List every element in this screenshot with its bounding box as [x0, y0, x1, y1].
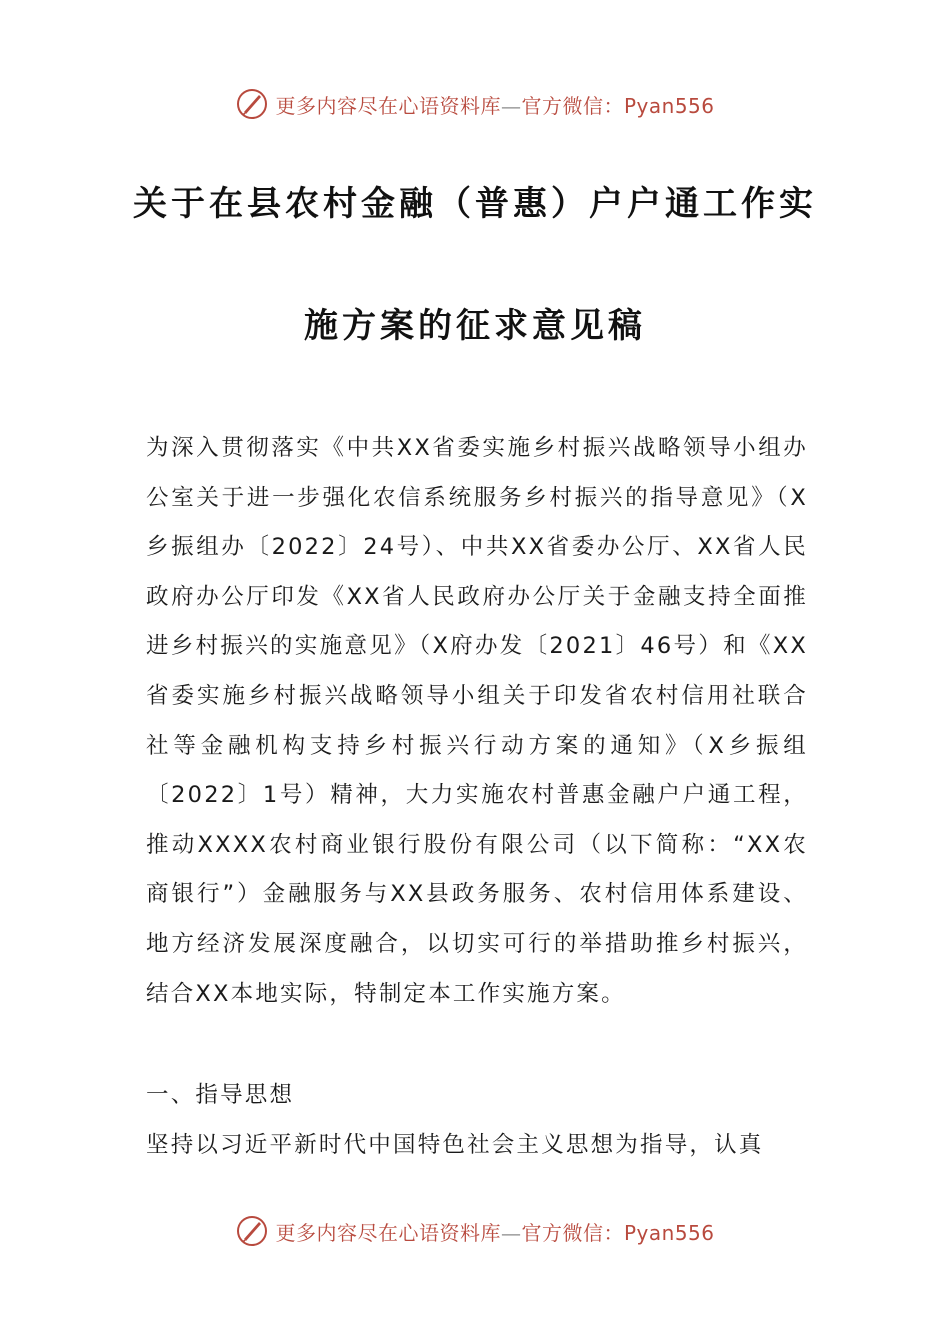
document-title-line-2: 施方案的征求意见稿	[304, 306, 646, 346]
watermark-dash: —	[500, 93, 522, 118]
watermark-contact-label: 官方微信：	[521, 1220, 624, 1245]
watermark-contact-label: 官方微信：	[521, 93, 624, 118]
watermark-wechat-id: Pyan556	[623, 1220, 715, 1245]
document-title-line-1: 关于在县农村金融（普惠）户户通工作实	[133, 184, 817, 224]
quill-logo-icon	[235, 87, 269, 121]
watermark-text	[275, 90, 714, 119]
watermark-site-name: 更多内容尽在心语资料库	[275, 1220, 501, 1245]
watermark-site-name: 更多内容尽在心语资料库	[275, 93, 501, 118]
watermark-wechat-id: Pyan556	[623, 93, 715, 118]
watermark-text	[275, 1217, 714, 1246]
section-body-paragraph: 坚持以习近平新时代中国特色社会主义思想为指导，认真	[146, 1132, 764, 1158]
quill-logo-icon	[235, 1214, 269, 1248]
watermark-footer	[0, 1211, 950, 1251]
watermark-header	[0, 84, 950, 124]
intro-paragraph: 为深入贯彻落实《中共XX省委实施乡村振兴战略领导小组办公室关于进一步强化农信系统服务乡村振兴的指导意见》（X乡振组办〔2022〕24号）、中共XX省委办公厅、XX省人民政府办公厅印发《XX省人民政府办公厅关于金融支持全面推进乡村振兴的实施意见》（X府办发〔2021〕46号）和《XX省委实施乡村振兴战略领导小组关于印发省农村信用社联合社等金融机构支持乡村振兴行动方案的通知》（X乡振组〔2022〕1号）精神，大力实施农村普惠金融户户通工程，推动XXXX农村商业银行股份有限公司（以下简称：“XX农商银行”）金融服务与XX县政务服务、农村信用体系建设、地方经济发展深度融合，以切实可行的举措助推乡村振兴，结合XX本地实际，特制定本工作实施方案。	[146, 435, 808, 1007]
section-heading-guiding-thought: 一、指导思想	[146, 1082, 295, 1108]
watermark-dash: —	[500, 1220, 522, 1245]
